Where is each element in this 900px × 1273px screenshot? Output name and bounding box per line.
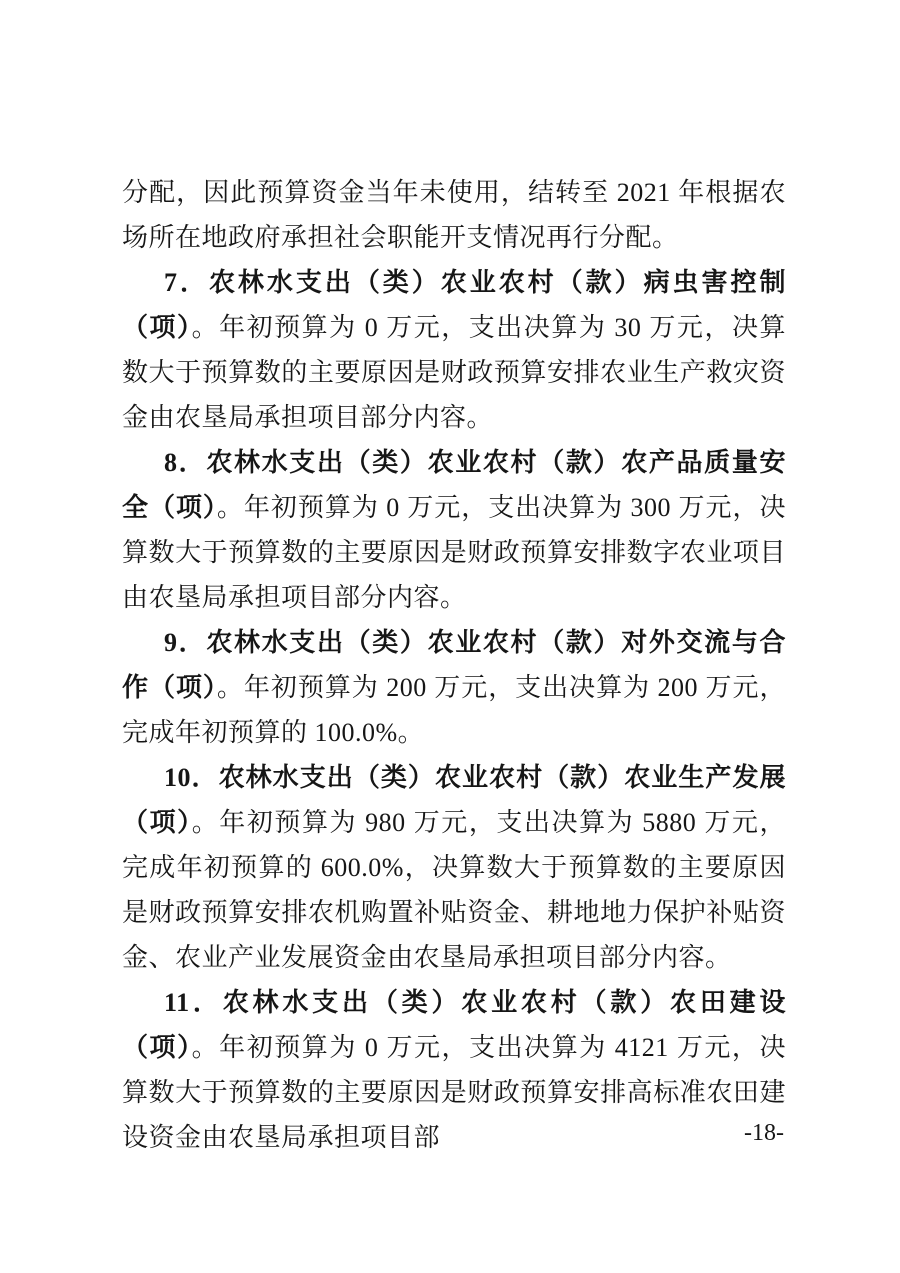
budget-item-8-body: 。年初预算为 0 万元，支出决算为 300 万元，决算数大于预算数的主要原因是财政预算安排数字农业项目由农垦局承担项目部分内容。 — [122, 493, 786, 612]
paragraph-continuation: 分配，因此预算资金当年未使用，结转至 2021 年根据农场所在地政府承担社会职能开支情况再行分配。 — [122, 178, 786, 252]
budget-item-9-body: 。年初预算为 200 万元，支出决算为 200 万元，完成年初预算的 100.0%。 — [122, 673, 786, 747]
budget-item-8-heading: 8．农林水支出（类）农业农村（款）农产品质量安全（项） — [122, 448, 786, 522]
budget-item-7-heading: 7．农林水支出（类）农业农村（款）病虫害控制（项） — [122, 268, 786, 342]
budget-item-7-body: 。年初预算为 0 万元，支出决算为 30 万元，决算数大于预算数的主要原因是财政预算安排农业生产救灾资金由农垦局承担项目部分内容。 — [122, 313, 786, 432]
page-number: -18- — [744, 1120, 784, 1146]
budget-item-8 — [122, 440, 786, 620]
budget-item-9 — [122, 620, 786, 755]
budget-item-11 — [122, 980, 786, 1160]
budget-item-10 — [122, 755, 786, 980]
budget-item-11-body: 。年初预算为 0 万元，支出决算为 4121 万元，决算数大于预算数的主要原因是财政预算安排高标准农田建设资金由农垦局承担项目部 — [122, 1033, 786, 1152]
budget-item-9-heading: 9．农林水支出（类）农业农村（款）对外交流与合作（项） — [122, 628, 786, 702]
document-body — [122, 170, 786, 1160]
budget-item-7 — [122, 260, 786, 440]
budget-item-11-heading: 11．农林水支出（类）农业农村（款）农田建设（项） — [122, 988, 786, 1062]
budget-item-10-heading: 10．农林水支出（类）农业农村（款）农业生产发展（项） — [122, 763, 786, 837]
budget-item-10-body: 。年初预算为 980 万元，支出决算为 5880 万元，完成年初预算的 600.0%，决算数大于预算数的主要原因是财政预算安排农机购置补贴资金、耕地地力保护补贴资金、农业产业发展资金由农垦局承担项目部分内容。 — [122, 808, 786, 972]
